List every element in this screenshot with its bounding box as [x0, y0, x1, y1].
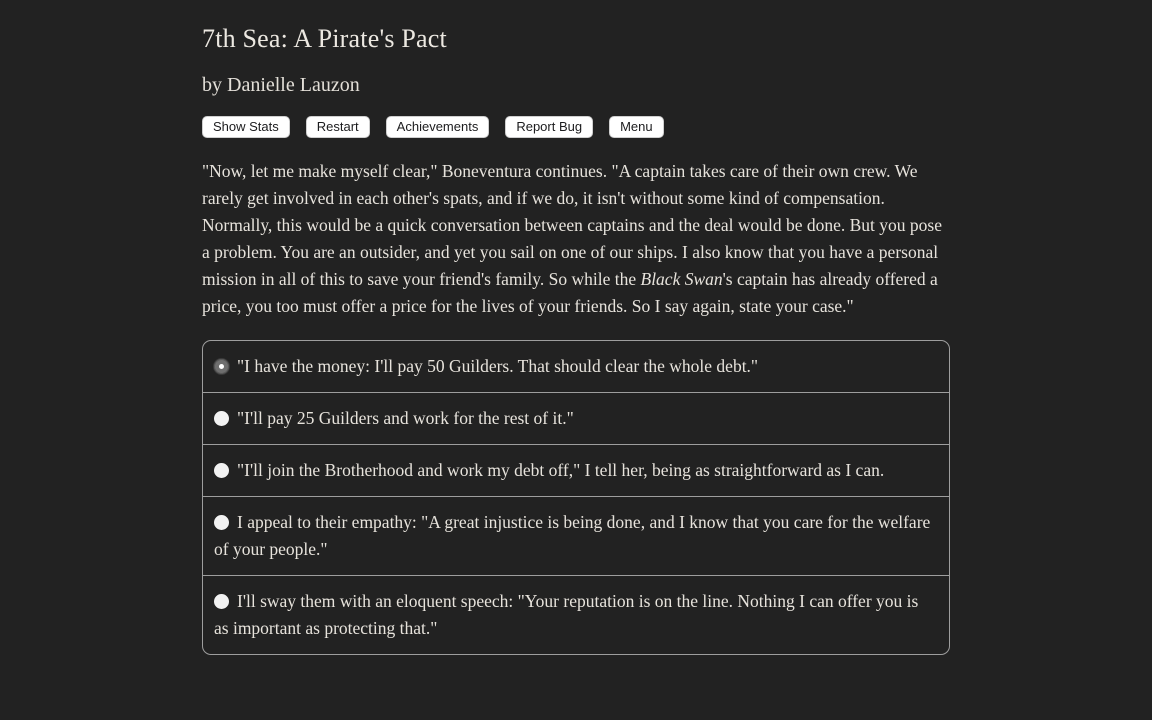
- radio-button-icon[interactable]: [214, 411, 229, 426]
- choice-option-label: "I have the money: I'll pay 50 Guilders. That should clear the whole debt.": [237, 356, 759, 376]
- choice-option[interactable]: [203, 575, 949, 654]
- achievements-button[interactable]: Achievements: [386, 116, 490, 138]
- story-text-pre: "Now, let me make myself clear," Boneventura continues. "A captain takes care of their own crew. We rarely get involved in each other's spats, and if we do, it isn't without some kind of compensation. Normally, this would be a quick conversation between captains and the deal would be done. But you pose a problem. You are an outsider, and yet you sail on one of our ships. I also know that you have a personal mission in all of this to save your friend's family. So while the: [202, 161, 942, 289]
- story-text-italic: Black Swan: [640, 269, 723, 289]
- menu-button[interactable]: Menu: [609, 116, 664, 138]
- report-bug-button[interactable]: Report Bug: [505, 116, 593, 138]
- page-title: 7th Sea: A Pirate's Pact: [202, 24, 447, 53]
- choice-option[interactable]: [203, 444, 949, 496]
- radio-button-icon[interactable]: [214, 463, 229, 478]
- show-stats-button[interactable]: Show Stats: [202, 116, 290, 138]
- choice-option-label: I'll sway them with an eloquent speech: "Your reputation is on the line. Nothing I can offer you is as important as protecting that.": [214, 591, 919, 638]
- choice-option-label: "I'll pay 25 Guilders and work for the rest of it.": [237, 408, 574, 428]
- radio-button-icon[interactable]: [214, 515, 229, 530]
- choice-option[interactable]: [203, 341, 949, 392]
- radio-button-icon[interactable]: [214, 594, 229, 609]
- choice-option-label: I appeal to their empathy: "A great injustice is being done, and I know that you care for the welfare of your people.": [214, 512, 931, 559]
- choice-option-label: "I'll join the Brotherhood and work my debt off," I tell her, being as straightforward as I can.: [237, 460, 885, 480]
- author-byline: by Danielle Lauzon: [202, 74, 360, 96]
- main-content: [202, 0, 950, 655]
- story-text-post: 's captain has already offered a price, you too must offer a price for the lives of your friends. So I say again, state your case.": [202, 269, 938, 316]
- story-paragraph: [202, 158, 950, 320]
- choice-option[interactable]: [203, 392, 949, 444]
- radio-button-icon[interactable]: [214, 359, 229, 374]
- choice-option[interactable]: [203, 496, 949, 575]
- toolbar: [202, 116, 950, 138]
- restart-button[interactable]: Restart: [306, 116, 370, 138]
- choices-list: [202, 340, 950, 655]
